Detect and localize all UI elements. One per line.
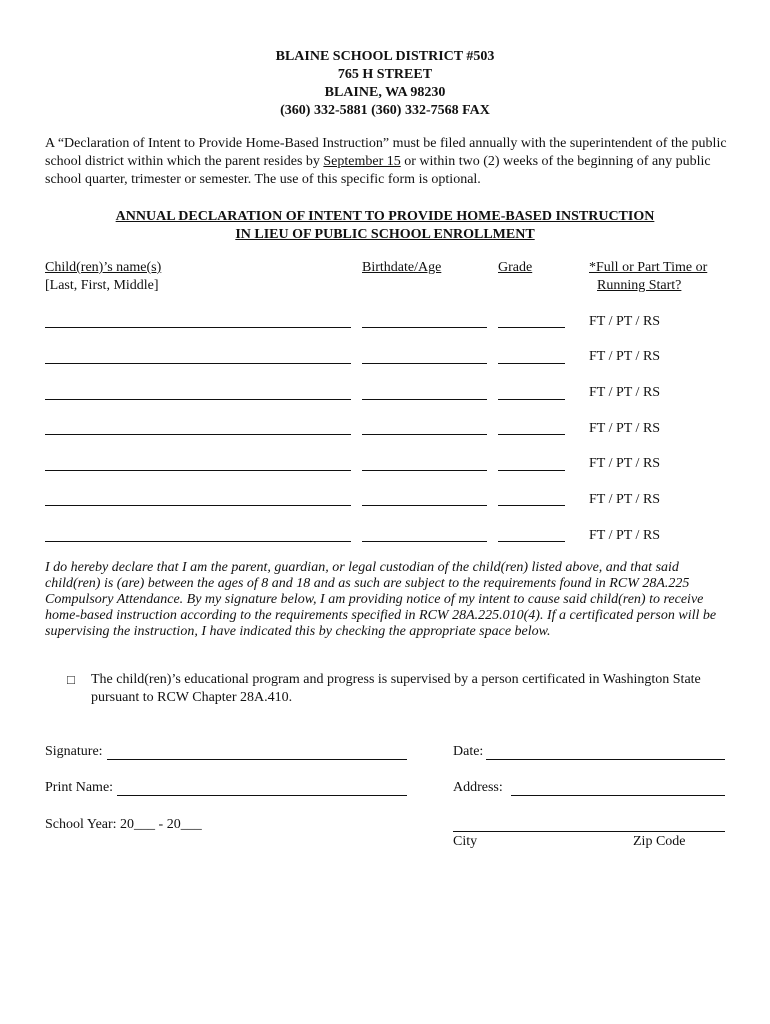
birthdate-line[interactable] [362, 541, 487, 542]
enrollment-options[interactable]: FT / PT / RS [589, 385, 661, 400]
district-city: BLAINE, WA 98230 [324, 85, 446, 100]
birthdate-line[interactable] [362, 363, 487, 364]
intro-text-2: or within two (2) weeks of the beginning of any public school quarter, trimester or semester. The use of this specific form is optional. [45, 154, 711, 187]
intro-text-1: A “Declaration of Intent to Provide Home-Based Instruction” must be filed annually with the superintendent of the public school district within which the parent resides by [45, 136, 727, 169]
enrollment-options[interactable]: FT / PT / RS [589, 349, 661, 364]
city-label: City [453, 834, 478, 849]
print-name-field[interactable] [117, 795, 407, 796]
district-phone-fax: (360) 332-5881 (360) 332-7568 FAX [280, 103, 490, 118]
grade-line[interactable] [498, 434, 565, 435]
birthdate-line[interactable] [362, 505, 487, 506]
certificated-checkbox[interactable]: □ [67, 672, 75, 687]
child-name-line[interactable] [45, 363, 351, 364]
address-label: Address: [453, 780, 503, 795]
birthdate-line[interactable] [362, 470, 487, 471]
child-name-line[interactable] [45, 327, 351, 328]
column-header-enrollment-2: Running Start? [597, 278, 682, 293]
signature-label: Signature: [45, 744, 103, 759]
zip-code-label: Zip Code [633, 834, 686, 849]
birthdate-line[interactable] [362, 327, 487, 328]
grade-line[interactable] [498, 327, 565, 328]
form-title-line-2: IN LIEU OF PUBLIC SCHOOL ENROLLMENT [235, 227, 535, 242]
city-zip-field[interactable] [453, 831, 725, 832]
column-header-name-format: [Last, First, Middle] [45, 278, 159, 293]
address-field[interactable] [511, 795, 725, 796]
column-header-name: Child(ren)’s name(s) [45, 260, 162, 275]
form-title-line-1: ANNUAL DECLARATION OF INTENT TO PROVIDE HOME-BASED INSTRUCTION [115, 209, 655, 224]
print-name-label: Print Name: [45, 780, 114, 795]
grade-line[interactable] [498, 541, 565, 542]
certificated-checkbox-label: The child(ren)’s educational program and progress is supervised by a person certificated in Washington State pursuant to RCW Chapter 28A.410. [91, 672, 701, 705]
column-header-enrollment: *Full or Part Time or [589, 260, 708, 275]
enrollment-options[interactable]: FT / PT / RS [589, 528, 661, 543]
intro-paragraph [45, 135, 735, 189]
grade-line[interactable] [498, 470, 565, 471]
grade-line[interactable] [498, 505, 565, 506]
school-year-field[interactable]: School Year: 20___ - 20___ [45, 817, 202, 832]
enrollment-options[interactable]: FT / PT / RS [589, 456, 661, 471]
grade-line[interactable] [498, 399, 565, 400]
district-street: 765 H STREET [337, 67, 433, 82]
district-name: BLAINE SCHOOL DISTRICT #503 [275, 49, 495, 64]
child-name-line[interactable] [45, 399, 351, 400]
enrollment-options[interactable]: FT / PT / RS [589, 492, 661, 507]
intro-deadline: September 15 [323, 154, 401, 169]
enrollment-options[interactable]: FT / PT / RS [589, 314, 661, 329]
child-name-line[interactable] [45, 541, 351, 542]
enrollment-options[interactable]: FT / PT / RS [589, 421, 661, 436]
declaration-text: I do hereby declare that I am the parent, guardian, or legal custodian of the child(ren) listed above, and that said child(ren) is (are) between the ages of 8 and 18 and as such are subject to the requirements found in RCW 28A.225 Compulsory Attendance. By my signature below, I am providing notice of my intent to cause said child(ren) to receive home-based instruction according to the requirements specified in RCW 28A.225.010(4). If a certificated person will be supervising the instruction, I have indicated this by checking the appropriate space below. [45, 560, 717, 639]
birthdate-line[interactable] [362, 399, 487, 400]
column-header-grade: Grade [498, 260, 533, 275]
grade-line[interactable] [498, 363, 565, 364]
child-name-line[interactable] [45, 434, 351, 435]
date-label: Date: [453, 744, 484, 759]
child-name-line[interactable] [45, 505, 351, 506]
child-name-line[interactable] [45, 470, 351, 471]
birthdate-line[interactable] [362, 434, 487, 435]
column-header-birthdate: Birthdate/Age [362, 260, 442, 275]
signature-field[interactable] [107, 759, 407, 760]
date-field[interactable] [486, 759, 725, 760]
